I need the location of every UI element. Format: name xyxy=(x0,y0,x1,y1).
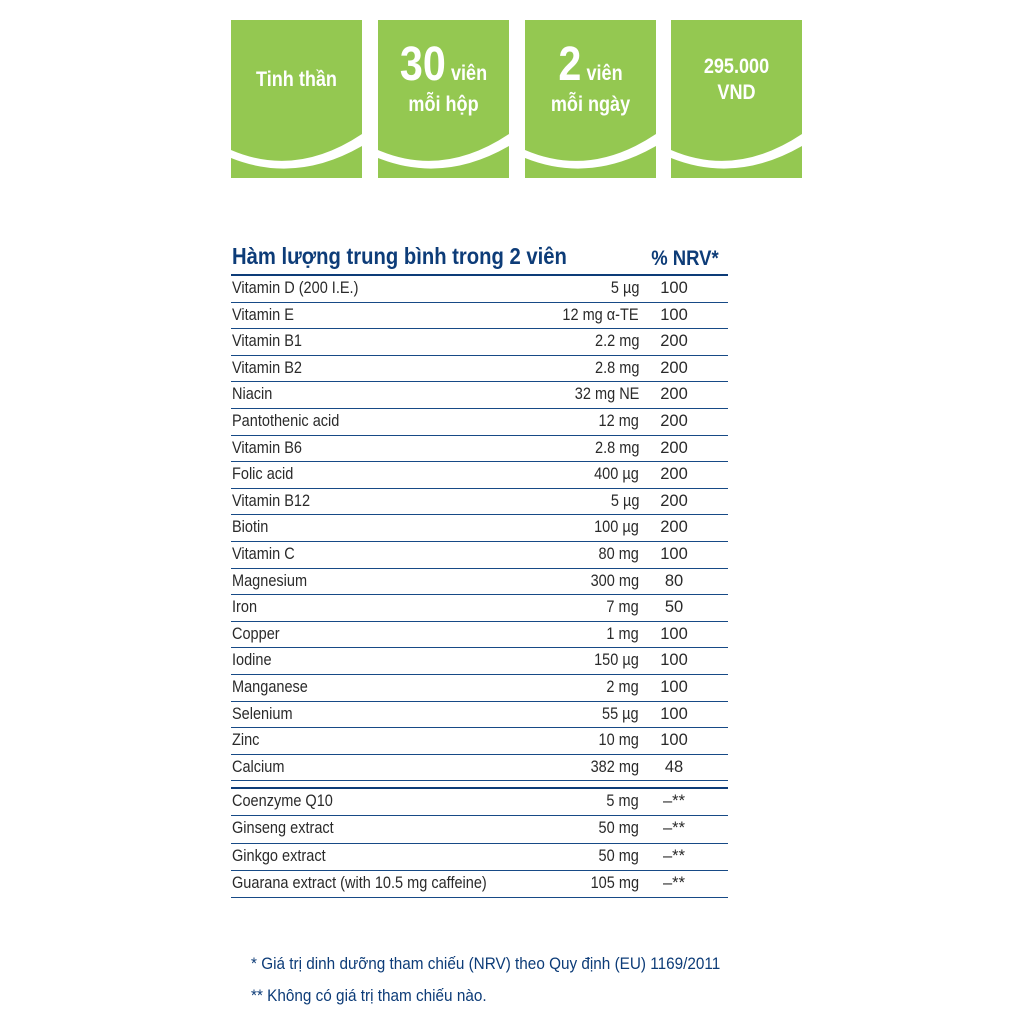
nutrient-name: Iodine xyxy=(232,651,272,670)
nutrient-amount: 1 mg xyxy=(606,624,639,643)
table-row xyxy=(231,569,728,596)
nutrient-nrv: 200 xyxy=(660,332,688,351)
table-row xyxy=(231,755,728,782)
table-row xyxy=(231,728,728,755)
table-row xyxy=(231,648,728,675)
tile-per-box-unit: viên xyxy=(450,62,488,85)
table-header xyxy=(231,240,728,276)
nutrient-amount: 2.8 mg xyxy=(594,358,639,377)
nutrient-nrv: 100 xyxy=(660,624,688,643)
nutrient-nrv: 200 xyxy=(660,358,688,377)
nutrient-name: Vitamin B12 xyxy=(232,491,311,510)
nutrient-name: Biotin xyxy=(232,518,269,537)
nutrient-rows xyxy=(231,276,728,781)
table-row xyxy=(231,436,728,463)
tile-spirit-text: Tinh thần xyxy=(256,68,337,91)
nutrient-name: Coenzyme Q10 xyxy=(232,792,333,811)
table-row xyxy=(231,462,728,489)
nutrient-nrv: 100 xyxy=(660,544,688,563)
nutrient-amount: 2.2 mg xyxy=(594,332,639,351)
nutrient-name: Guarana extract (with 10.5 mg caffeine) xyxy=(232,873,487,892)
table-row xyxy=(231,816,728,843)
nutrient-amount: 2 mg xyxy=(606,677,639,696)
table-row xyxy=(231,844,728,871)
table-row xyxy=(231,675,728,702)
nutrient-amount: 32 mg NE xyxy=(574,385,639,404)
table-row xyxy=(231,489,728,516)
nutrient-amount: 5 µg xyxy=(610,491,639,510)
nutrient-amount: 12 mg α-TE xyxy=(562,305,639,324)
nutrient-nrv: 48 xyxy=(664,757,684,776)
extract-rows xyxy=(231,789,728,898)
tile-spirit xyxy=(231,20,362,178)
table-row xyxy=(231,871,728,898)
nutrient-name: Vitamin B6 xyxy=(232,438,302,457)
table-title: Hàm lượng trung bình trong 2 viên xyxy=(232,243,567,269)
nutrient-nrv: 50 xyxy=(664,598,684,617)
nutrient-name: Ginkgo extract xyxy=(232,846,326,865)
table-row xyxy=(231,515,728,542)
nutrient-name: Vitamin C xyxy=(232,544,295,563)
nutrient-amount: 5 mg xyxy=(606,792,639,811)
nutrient-nrv: 200 xyxy=(660,385,688,404)
nutrient-nrv: 100 xyxy=(660,305,688,324)
nutrient-amount: 7 mg xyxy=(606,598,639,617)
section-divider xyxy=(231,780,728,789)
nutrient-name: Ginseng extract xyxy=(232,819,334,838)
nutrient-name: Vitamin B2 xyxy=(232,358,302,377)
nutrient-name: Selenium xyxy=(232,704,293,723)
nutrient-amount: 105 mg xyxy=(590,873,639,892)
tile-per-box xyxy=(378,20,509,178)
tile-price-currency: VND xyxy=(717,81,756,104)
tile-price-amount: 295.000 xyxy=(703,55,770,78)
tile-per-box-sub: mỗi hộp xyxy=(408,93,479,116)
table-row xyxy=(231,622,728,649)
table-row xyxy=(231,382,728,409)
tile-per-day xyxy=(525,20,656,178)
tile-per-day-number: 2 xyxy=(558,38,582,91)
nutrient-nrv: 200 xyxy=(660,411,688,430)
tile-price xyxy=(671,20,802,178)
nutrient-amount: 55 µg xyxy=(602,704,639,723)
nutrient-nrv: 100 xyxy=(660,651,688,670)
nutrient-amount: 300 mg xyxy=(590,571,639,590)
tile-per-box-number: 30 xyxy=(399,38,446,91)
nutrient-nrv: 80 xyxy=(664,571,684,590)
nutrient-name: Calcium xyxy=(232,757,285,776)
nutrient-name: Iron xyxy=(232,598,258,617)
nutrient-name: Folic acid xyxy=(232,465,294,484)
nutrient-nrv: 100 xyxy=(660,731,688,750)
nutrient-nrv: –** xyxy=(662,846,686,865)
nutrient-nrv: 200 xyxy=(660,491,688,510)
table-row xyxy=(231,409,728,436)
table-row xyxy=(231,542,728,569)
nutrient-amount: 150 µg xyxy=(594,651,639,670)
nutrient-amount: 80 mg xyxy=(598,544,639,563)
wave-decoration xyxy=(525,134,656,178)
nutrient-amount: 382 mg xyxy=(590,757,639,776)
wave-decoration xyxy=(231,134,362,178)
nutrient-amount: 50 mg xyxy=(598,846,639,865)
nrv-header: % NRV* xyxy=(651,247,719,270)
wave-decoration xyxy=(378,134,509,178)
table-row xyxy=(231,595,728,622)
footnote-nrv: * Giá trị dinh dưỡng tham chiếu (NRV) theo Quy định (EU) 1169/2011 xyxy=(251,954,721,973)
nutrition-table xyxy=(231,240,728,898)
nutrient-name: Copper xyxy=(232,624,280,643)
nutrient-nrv: –** xyxy=(662,819,686,838)
nutrient-nrv: –** xyxy=(662,873,686,892)
wave-decoration xyxy=(671,134,802,178)
table-row xyxy=(231,303,728,330)
table-row xyxy=(231,789,728,816)
nutrient-amount: 10 mg xyxy=(598,731,639,750)
nutrient-name: Vitamin B1 xyxy=(232,332,302,351)
nutrient-nrv: 200 xyxy=(660,518,688,537)
nutrient-name: Vitamin E xyxy=(232,305,294,324)
tile-per-day-sub: mỗi ngày xyxy=(550,93,631,116)
table-row xyxy=(231,329,728,356)
nutrient-nrv: –** xyxy=(662,792,686,811)
nutrient-amount: 5 µg xyxy=(610,279,639,297)
nutrient-amount: 50 mg xyxy=(598,819,639,838)
tile-per-day-unit: viên xyxy=(586,62,623,85)
nutrient-amount: 12 mg xyxy=(598,411,639,430)
footnote-no-reference: ** Không có giá trị tham chiếu nào. xyxy=(251,986,487,1005)
nutrient-nrv: 100 xyxy=(660,677,688,696)
table-row xyxy=(231,276,728,303)
table-row xyxy=(231,356,728,383)
nutrient-amount: 400 µg xyxy=(594,465,639,484)
nutrient-nrv: 200 xyxy=(660,465,688,484)
nutrient-name: Vitamin D (200 I.E.) xyxy=(232,279,359,297)
nutrient-name: Zinc xyxy=(232,731,260,750)
nutrient-name: Manganese xyxy=(232,677,308,696)
nutrient-name: Pantothenic acid xyxy=(232,411,340,430)
nutrient-name: Niacin xyxy=(232,385,273,404)
nutrient-amount: 100 µg xyxy=(594,518,639,537)
table-row xyxy=(231,702,728,729)
nutrient-nrv: 100 xyxy=(660,279,688,297)
nutrient-nrv: 200 xyxy=(660,438,688,457)
nutrient-name: Magnesium xyxy=(232,571,308,590)
nutrient-amount: 2.8 mg xyxy=(594,438,639,457)
nutrient-nrv: 100 xyxy=(660,704,688,723)
